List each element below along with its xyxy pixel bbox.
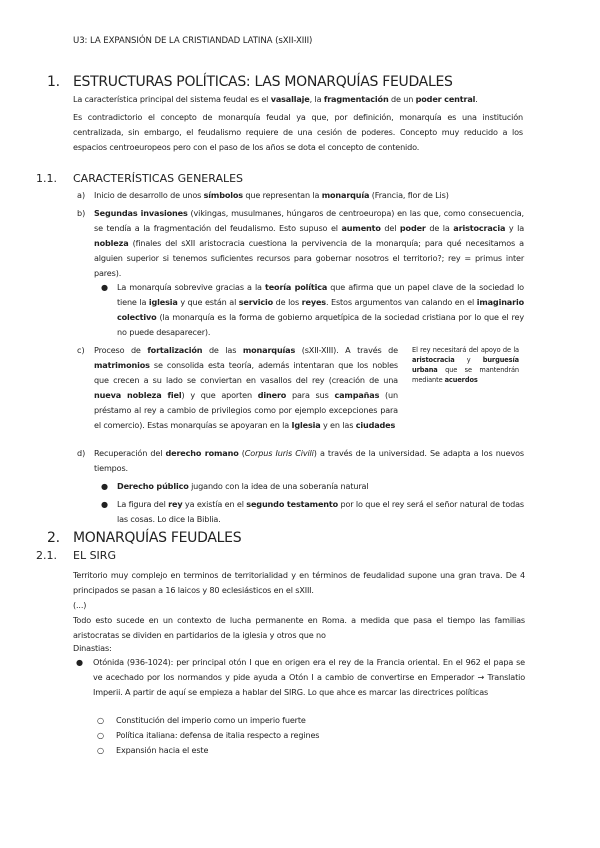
item-b-text: Segundas invasiones (vikingas, musulmanes, húngaros de centroeuropa) en las que, como consecuencia, se tendía a la fragmentación del feudalismo. Esto supuso el aumento del poder de la aristocracia y la nobleza (finales del sXII aristocracia cuestiona la pervivencia de la monarquía; para qué necesitamos a alguien superior si tenemos suficientes recursos para gobernar nosotros el territorio?; rey = primus inter pares).: [94, 208, 524, 278]
section-title: MONARQUÍAS FEUDALES: [73, 530, 242, 546]
s1-paragraph-2: Es contradictorio el concepto de monarquía feudal ya que, por definición, monarquía es una institución centralizada, sin embargo, el feudalismo requiere de una cesión de poderes. Concepto muy reducido a los espacios centroeuropeos pero con el paso de los años se dota el concepto de contenido.: [73, 112, 523, 152]
item-d-text: Recuperación del derecho romano (Corpus Iuris Civili) a través de la universidad. Se adapta a los nuevos tiempos.: [94, 448, 525, 473]
bullet: ●: [101, 499, 109, 509]
otonida-text: Otónida (936-1024): per principal otón I que en origen era el rey de la Francia oriental. En el 962 el papa se ve acechado por los normandos y pide ayuda a Otón I a cambio de convertirse en Emperador → Translatio Imperii. A partir de aquí se empieza a hablar del SIRG. Lo que ahce es marcar las directrices políticas: [93, 657, 525, 697]
circle-bullet: ○: [97, 715, 105, 725]
section-2-1-heading: [36, 549, 116, 562]
s21-ellipsis: (...): [73, 600, 87, 610]
section-title: CARACTERÍSTICAS GENERALES: [73, 172, 244, 185]
section-title: ESTRUCTURAS POLÍTICAS: LAS MONARQUÍAS FEUDALES: [73, 74, 453, 90]
item-b-subbullet: La monarquía sobrevive gracias a la teoría política que afirma que un papel clave de la sociedad lo tiene la iglesia y que están al servicio de los reyes. Estos argumentos van calando en el imaginario colectivo (la monarquía es la forma de gobierno arquetípica de la sociedad cristiana por lo que el rey no puede desaparecer).: [117, 282, 524, 337]
circle-bullet: ○: [97, 745, 105, 755]
margin-note: El rey necesitará del apoyo de la aristocracia y burguesía urbana que se mantendrán mediante acuerdos: [412, 346, 519, 384]
s21-paragraph-1: Territorio muy complejo en terminos de territorialidad y en términos de feudalidad supone una gran trava. De 4 principados se pasan a 16 laicos y 80 eclesiásticos en el sXIII.: [73, 570, 525, 595]
item-c-text: Proceso de fortalización de las monarquías (sXII-XIII). A través de matrimonios se consolida esta teoría, además intentaran que los nobles que crecen a su lado se conviertan en vasallos del rey (creación de una nueva nobleza fiel) y que aporten dinero para sus campañas (un préstamo al rey a cambio de privilegios como por ejemplo excepciones para el comercio). Estas monarquías se apoyaran en la Iglesia y en las ciudades: [94, 345, 398, 430]
list-marker-d: d): [77, 448, 86, 458]
section-number: 1.1.: [36, 172, 57, 185]
bullet: ●: [101, 282, 109, 292]
subitem-3: Expansión hacia el este: [116, 745, 209, 755]
section-number: 2.1.: [36, 549, 57, 562]
s1-paragraph-1: La característica principal del sistema feudal es el vasallaje, la fragmentación de un poder central.: [73, 94, 478, 104]
circle-bullet: ○: [97, 730, 105, 740]
section-number: 2.: [47, 530, 60, 546]
section-title: EL SIRG: [73, 549, 116, 562]
item-d-subbullet-1: Derecho público jugando con la idea de una soberanía natural: [117, 481, 369, 491]
bullet: ●: [76, 657, 84, 667]
item-a-text: Inicio de desarrollo de unos símbolos que representan la monarquía (Francia, flor de Lis): [94, 190, 449, 200]
bullet: ●: [101, 481, 109, 491]
list-marker-a: a): [77, 190, 86, 200]
section-number: 1.: [47, 74, 60, 90]
s21-paragraph-3: Todo esto sucede en un contexto de lucha permanente en Roma. a medida que pasa el tiempo las familias aristocratas se dividen en partidarios de la iglesia y otros que no: [73, 615, 525, 640]
page-header: U3: LA EXPANSIÓN DE LA CRISTIANDAD LATINA (sXII-XIII): [73, 36, 313, 46]
item-d-subbullet-2: La figura del rey ya existía en el segundo testamento por lo que el rey será el señor natural de todas las cosas. Lo dice la Biblia.: [117, 499, 525, 524]
list-marker-c: c): [77, 345, 85, 355]
section-1-1-heading: [36, 172, 244, 185]
subitem-1: Constitución del imperio como un imperio fuerte: [116, 715, 306, 725]
subitem-2: Política italiana: defensa de italia respecto a regines: [116, 730, 320, 740]
list-marker-b: b): [77, 208, 86, 218]
s21-dinastias-label: Dinastias:: [73, 643, 112, 653]
